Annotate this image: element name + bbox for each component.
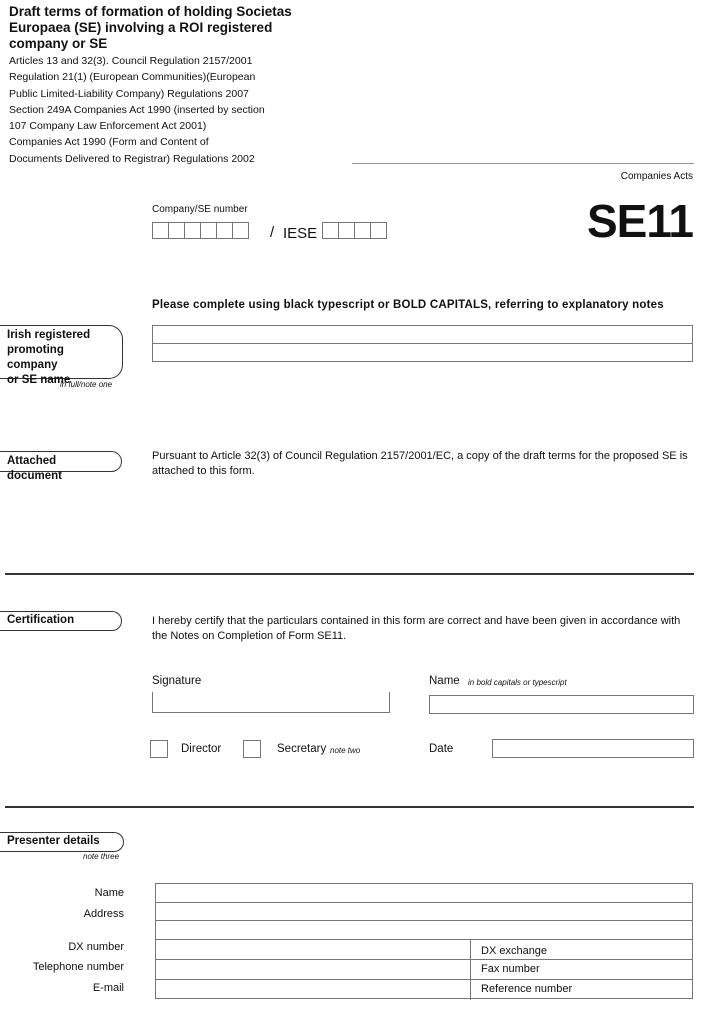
tab-label-line: or SE name xyxy=(7,374,71,386)
secretary-checkbox[interactable] xyxy=(243,740,261,758)
reference-line: Public Limited-Liability Company) Regulations 2007 xyxy=(9,87,249,100)
name-input[interactable] xyxy=(429,695,694,714)
email-label: E-mail xyxy=(92,982,124,994)
iese-prefix: IESE xyxy=(283,225,318,242)
digit-box[interactable] xyxy=(200,222,217,239)
director-checkbox[interactable] xyxy=(150,740,168,758)
digit-box[interactable] xyxy=(216,222,233,239)
column-divider xyxy=(470,939,471,1000)
instructions: Please complete using black typescript or BOLD CAPITALS, referring to explanatory notes xyxy=(152,299,664,311)
digit-box[interactable] xyxy=(152,222,169,239)
presenter-note: note three xyxy=(83,852,120,861)
digit-box[interactable] xyxy=(338,222,355,239)
presenter-details-tab: Presenter details xyxy=(0,832,124,852)
tab-label-line: Irish registered xyxy=(7,329,91,341)
reference-line: Companies Act 1990 (Form and Content of xyxy=(9,136,209,149)
se-number-input[interactable] xyxy=(322,222,386,239)
director-label: Director xyxy=(181,743,222,755)
number-separator: / xyxy=(270,224,275,241)
row-divider xyxy=(156,939,692,940)
digit-box[interactable] xyxy=(354,222,371,239)
tab-label-line: promoting company xyxy=(7,344,64,371)
row-divider xyxy=(156,959,692,960)
dx-number-label: DX number xyxy=(68,941,124,953)
presenter-details-table xyxy=(155,883,693,999)
date-label: Date xyxy=(429,743,454,755)
digit-box[interactable] xyxy=(168,222,185,239)
reference-line: Documents Delivered to Registrar) Regulations 2002 xyxy=(9,152,255,165)
presenter-name-label: Name xyxy=(94,887,124,899)
company-number-input[interactable] xyxy=(152,222,248,239)
presenter-address-label: Address xyxy=(83,908,124,920)
company-name-input-line1[interactable] xyxy=(152,325,693,344)
fax-number-label: Fax number xyxy=(481,963,540,975)
digit-box[interactable] xyxy=(232,222,249,239)
secretary-label: Secretary xyxy=(277,743,327,755)
header-divider xyxy=(352,163,694,164)
name-label: Name xyxy=(429,675,460,687)
form-code: SE11 xyxy=(587,195,693,247)
dx-exchange-label: DX exchange xyxy=(481,945,548,957)
company-name-note: in full/note one xyxy=(60,380,113,389)
signature-field[interactable] xyxy=(152,692,390,713)
certification-tab: Certification xyxy=(0,611,122,631)
row-divider xyxy=(156,920,692,921)
companies-acts-label: Companies Acts xyxy=(620,171,693,182)
reference-line: Articles 13 and 32(3). Council Regulation 2157/2001 xyxy=(9,55,253,67)
reference-number-label: Reference number xyxy=(481,983,573,995)
company-number-label: Company/SE number xyxy=(152,204,248,215)
digit-box[interactable] xyxy=(370,222,387,239)
digit-box[interactable] xyxy=(184,222,201,239)
section-divider xyxy=(5,806,694,808)
reference-line: 107 Company Law Enforcement Act 2001) xyxy=(9,120,207,133)
legal-references xyxy=(9,53,309,167)
digit-box[interactable] xyxy=(322,222,339,239)
reference-line: Regulation 21(1) (European Communities)(European xyxy=(9,71,256,84)
certification-text: I hereby certify that the particulars contained in this form are correct and have been given in accordance with the Notes on Completion of Form SE11. xyxy=(152,615,681,642)
secretary-note: note two xyxy=(330,746,361,755)
attached-document-tab: Attached document xyxy=(0,451,122,472)
form-title: Draft terms of formation of holding Societas Europaea (SE) involving a ROI registered company or SE xyxy=(9,4,292,51)
section-divider xyxy=(5,573,694,575)
row-divider xyxy=(156,902,692,903)
telephone-label: Telephone number xyxy=(32,961,124,973)
signature-label: Signature xyxy=(152,675,202,687)
reference-line: Section 249A Companies Act 1990 (inserted by section xyxy=(9,103,265,116)
name-note: in bold capitals or typescript xyxy=(468,678,567,687)
attached-document-text: Pursuant to Article 32(3) of Council Regulation 2157/2001/EC, a copy of the draft terms for the proposed SE is attached to this form. xyxy=(152,450,688,477)
company-name-input-line2[interactable] xyxy=(152,343,693,362)
row-divider xyxy=(156,979,692,980)
date-input[interactable] xyxy=(492,739,694,758)
